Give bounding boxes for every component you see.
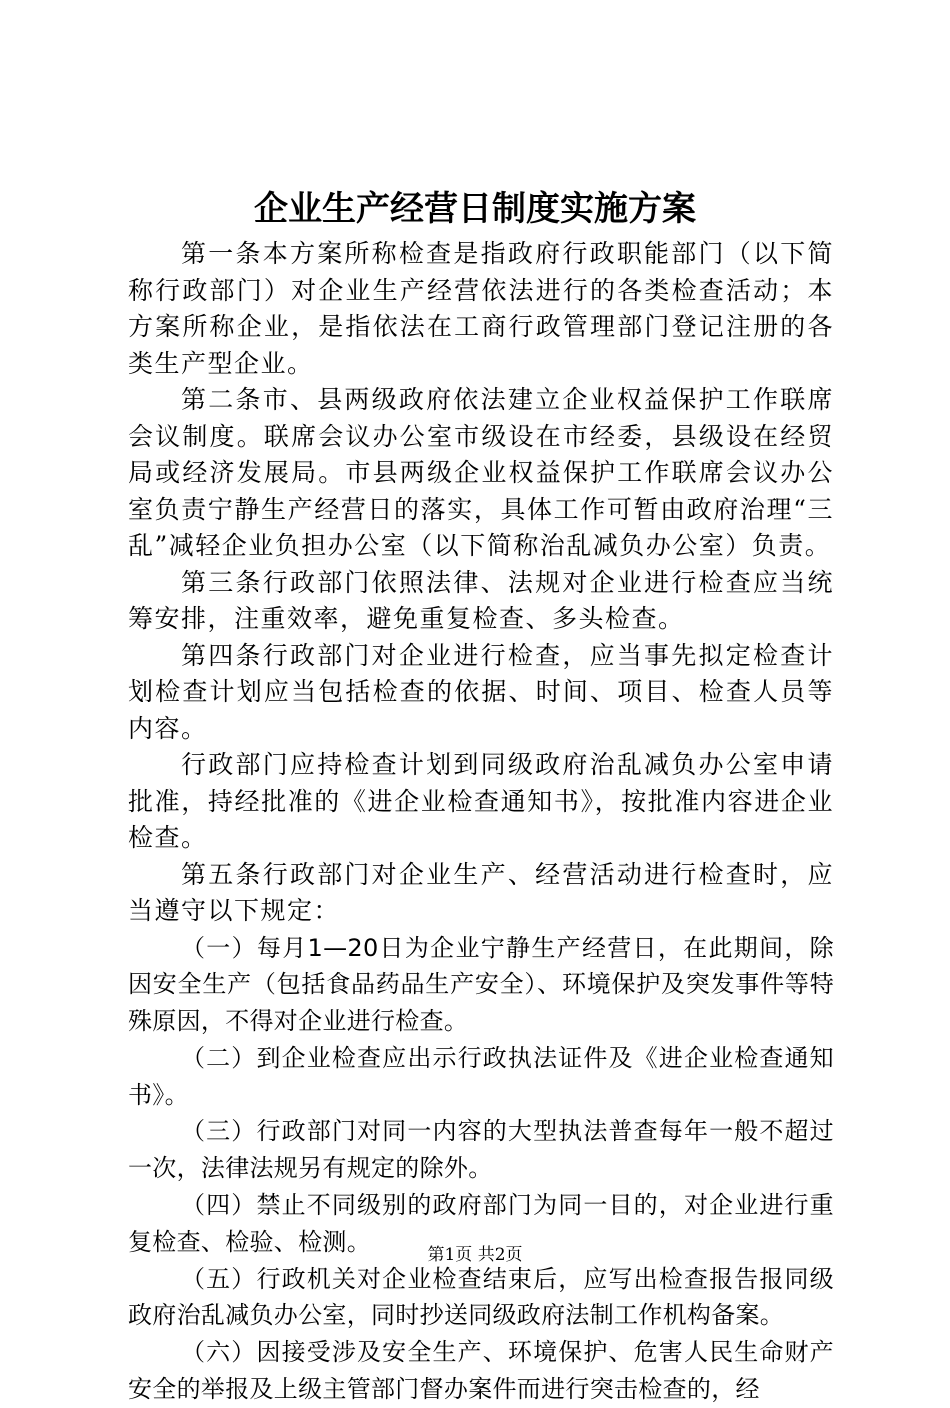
paragraph-item-4: （四）禁止不同级别的政府部门为同一目的，对企业进行重复检查、检验、检测。 bbox=[128, 1191, 834, 1256]
paragraph-article-5: 第五条行政部门对企业生产、经营活动进行检查时，应当遵守以下规定： bbox=[128, 859, 834, 925]
paragraph-article-1: 第一条本方案所称检查是指政府行政职能部门（以下简称行政部门）对企业生产经营依法进行的各类检查活动；本方案所称企业，是指依法在工商行政管理部门登记注册的各类生产型企业。 bbox=[128, 239, 834, 378]
paragraph-article-4: 第四条行政部门对企业进行检查，应当事先拟定检查计划检查计划应当包括检查的依据、时间、项目、检查人员等内容。 bbox=[128, 640, 834, 743]
paragraph-item-1: （一）每月1—20日为企业宁静生产经营日，在此期间，除因安全生产（包括食品药品生产安全）、环境保护及突发事件等特殊原因，不得对企业进行检查。 bbox=[128, 933, 834, 1036]
paragraph-item-5: （五）行政机关对企业检查结束后，应写出检查报告报同级政府治乱减负办公室，同时抄送同级政府法制工作机构备案。 bbox=[128, 1264, 834, 1330]
document-body bbox=[128, 236, 834, 1408]
page-number-footer: 第1页 共2页 bbox=[427, 1245, 523, 1265]
paragraph-article-3: 第三条行政部门依照法律、法规对企业进行检查应当统筹安排，注重效率，避免重复检查、多头检查。 bbox=[128, 567, 834, 633]
paragraph-item-6: （六）因接受涉及安全生产、环境保护、危害人民生命财产安全的举报及上级主管部门督办案件而进行突击检查的，经 bbox=[128, 1338, 834, 1404]
paragraph-article-4-approval: 行政部门应持检查计划到同级政府治乱减负办公室申请批准，持经批准的《进企业检查通知书》，按批准内容进企业检查。 bbox=[128, 750, 834, 852]
paragraph-item-3: （三）行政部门对同一内容的大型执法普查每年一般不超过一次，法律法规另有规定的除外。 bbox=[128, 1117, 834, 1183]
paragraph-article-2: 第二条市、县两级政府依法建立企业权益保护工作联席会议制度。联席会议办公室市级设在市经委，县级设在经贸局或经济发展局。市县两级企业权益保护工作联席会议办公室负责宁静生产经营日的落实，具体工作可暂由政府治理“三乱”减轻企业负担办公室（以下简称治乱减负办公室）负责。 bbox=[128, 385, 834, 560]
paragraph-item-2: （二）到企业检查应出示行政执法证件及《进企业检查通知书》。 bbox=[128, 1043, 834, 1109]
document-title: 企业生产经营日制度实施方案 bbox=[254, 189, 696, 229]
